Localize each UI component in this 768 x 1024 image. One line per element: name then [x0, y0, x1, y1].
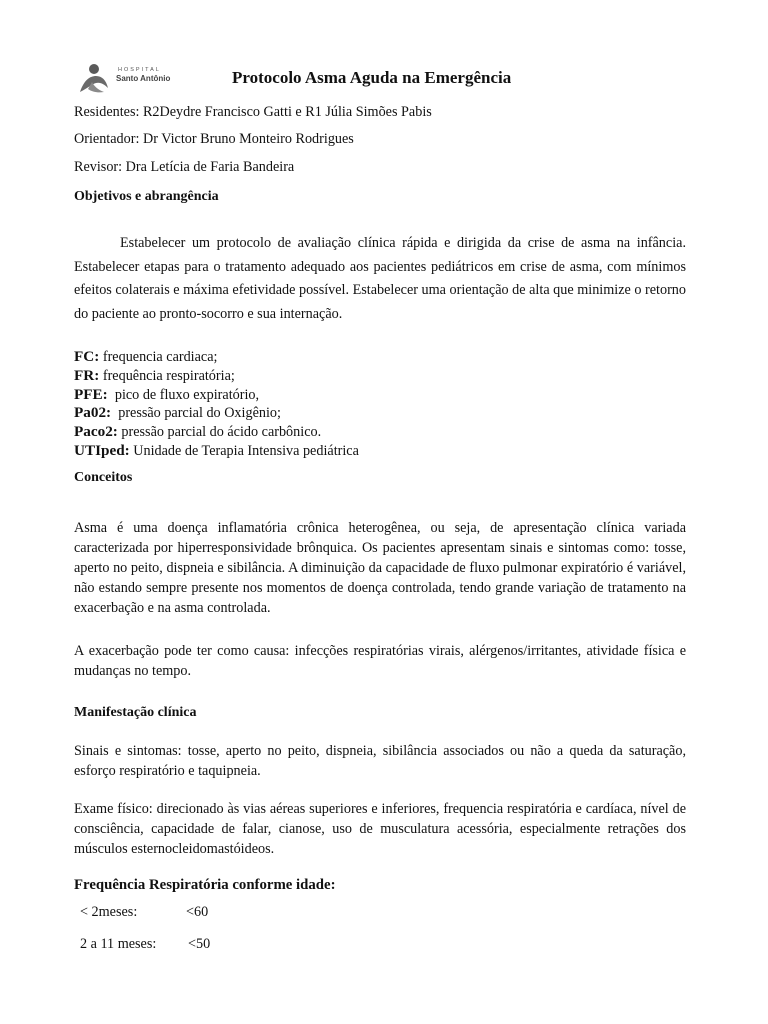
abbreviation-desc: Unidade de Terapia Intensiva pediátrica — [129, 442, 359, 459]
abbreviation-term: Paco2: — [74, 423, 118, 441]
fr-table-heading: Frequência Respiratória conforme idade: — [74, 877, 336, 893]
document-header — [74, 62, 694, 98]
fr-age-cell: < 2meses: — [80, 904, 138, 920]
logo-text-main: Santo Antônio — [116, 74, 171, 83]
abbreviation-item — [74, 423, 686, 442]
residentes-line: Residentes: R2Deydre Francisco Gatti e R1 Júlia Simões Pabis — [74, 104, 432, 120]
objetivos-paragraph: Estabelecer um protocolo de avaliação clínica rápida e dirigida da crise de asma na infância. Estabelecer etapas para o tratamento adequado aos pacientes pediátricos em crise de asma, com mínimos efeitos colaterais e máxima efetividade possível. Estabelecer uma orientação de alta que minimize o retorno do paciente ao pronto-socorro e sua internação. — [74, 235, 686, 322]
hospital-logo-icon — [74, 62, 118, 98]
abbreviation-item — [74, 442, 686, 461]
abbreviation-desc: frequência respiratória; — [99, 367, 235, 384]
revisor-line: Revisor: Dra Letícia de Faria Bandeira — [74, 159, 295, 175]
logo-text-top: HOSPITAL — [118, 67, 161, 73]
conceitos-heading: Conceitos — [74, 470, 133, 485]
abbreviation-item — [74, 404, 686, 423]
abbreviation-list — [74, 348, 686, 461]
fr-value-cell: <60 — [186, 904, 209, 920]
fr-value-cell: <50 — [188, 936, 211, 952]
conceitos-paragraph-1: Asma é uma doença inflamatória crônica heterogênea, ou seja, de apresentação clínica variada caracterizada por hiperresponsividade brônquica. Os pacientes apresentam sinais e sintomas como: tosse, aperto no peito, dispneia e sibilância. A diminuição da capacidade de fluxo pulmonar expiratório é variável, não estando sempre presente nos momentos de doença controlada, tendo grande variação de tratamento na exacerbação e na asma controlada. — [74, 520, 686, 616]
abbreviation-desc: frequencia cardiaca; — [99, 349, 218, 365]
abbreviation-term: Pa02: — [74, 404, 112, 422]
conceitos-paragraph-2: A exacerbação pode ter como causa: infecções respiratórias virais, alérgenos/irritantes, atividade física e mudanças no tempo. — [74, 643, 686, 679]
manifestacao-heading: Manifestação clínica — [74, 705, 197, 720]
hospital-logo — [74, 62, 194, 98]
fr-age-cell: 2 a 11 meses: — [80, 936, 157, 952]
abbreviation-term: FC: — [74, 348, 100, 365]
abbreviation-term: UTIped: — [74, 441, 130, 459]
abbreviation-desc: pressão parcial do Oxigênio; — [111, 405, 281, 422]
abbreviation-term: FR: — [74, 366, 100, 384]
objetivos-heading: Objetivos e abrangência — [74, 189, 219, 204]
abbreviation-item — [74, 386, 686, 405]
abbreviation-desc: pressão parcial do ácido carbônico. — [117, 424, 322, 441]
abbreviation-term: PFE: — [74, 385, 108, 403]
abbreviation-item — [74, 367, 686, 386]
manifestacao-paragraph-1: Sinais e sintomas: tosse, aperto no peito, dispneia, sibilância associados ou não a queda da saturação, esforço respiratório e taquipneia. — [74, 743, 686, 779]
orientador-line: Orientador: Dr Victor Bruno Monteiro Rodrigues — [74, 131, 354, 147]
abbreviation-item — [74, 348, 686, 367]
abbreviation-desc: pico de fluxo expiratório, — [107, 386, 260, 403]
document-title: Protocolo Asma Aguda na Emergência — [232, 68, 512, 87]
manifestacao-paragraph-2: Exame físico: direcionado às vias aéreas superiores e inferiores, frequencia respiratória e cardíaca, nível de consciência, capacidade de falar, cianose, uso de musculatura acessória, especialmente retrações dos músculos esternocleidomastóideos. — [74, 801, 686, 857]
